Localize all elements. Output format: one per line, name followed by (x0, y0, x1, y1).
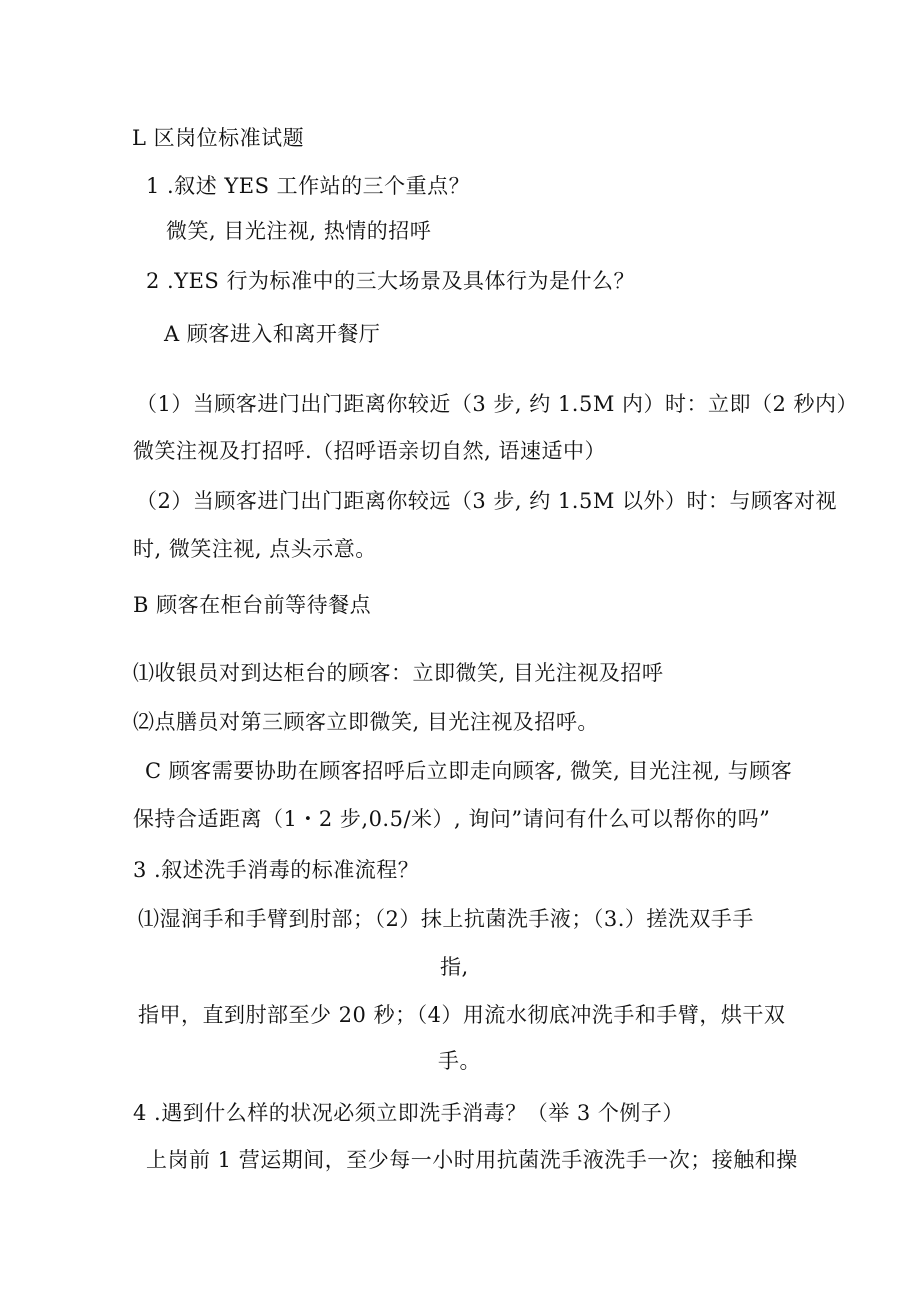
scenario-c-line-1: C 顾客需要协助在顾客招呼后立即走向顾客, 微笑, 目光注视, 与顾客 (145, 759, 793, 783)
scenario-c-line-2: 保持合适距离（1・2 步,0.5/米）, 询问”请问有什么可以帮你的吗” (133, 807, 771, 831)
answer-3-line-3: 指甲，直到肘部至少 20 秒；（4）用流水彻底冲洗手和手臂，烘干双 (138, 1003, 786, 1027)
answer-3-line-1: ⑴湿润手和手臂到肘部；（2）抹上抗菌洗手液；（3.）搓洗双手手 (138, 907, 754, 931)
scenario-a-heading: A 顾客进入和离开餐厅 (164, 322, 381, 346)
scenario-a-item-2-line-1: （2）当顾客进门出门距离你较远（3 步, 约 1.5M 以外）时：与顾客对视 (136, 489, 837, 513)
scenario-b-item-2: ⑵点膳员对第三顾客立即微笑, 目光注视及招呼。 (133, 710, 599, 734)
question-2: 2 .YES 行为标准中的三大场景及具体行为是什么？ (146, 269, 635, 293)
answer-3-line-4: 手。 (438, 1049, 481, 1073)
scenario-b-heading: B 顾客在柜台前等待餐点 (133, 593, 372, 617)
scenario-a-item-1-line-1: （1）当顾客进门出门距离你较近（3 步, 约 1.5M 内）时：立即（2 秒内） (136, 392, 859, 416)
answer-4-line-1: 上岗前 1 营运期间，至少每一小时用抗菌洗手液洗手一次；接触和操 (146, 1148, 798, 1172)
scenario-a-item-1-line-2: 微笑注视及打招呼.（招呼语亲切自然, 语速适中） (133, 439, 607, 463)
scenario-b-item-1: ⑴收银员对到达柜台的顾客：立即微笑, 目光注视及招呼 (133, 661, 664, 685)
answer-1: 微笑, 目光注视, 热情的招呼 (166, 219, 432, 243)
question-1: 1 .叙述 YES 工作站的三个重点？ (146, 174, 471, 198)
question-4: 4 .遇到什么样的状况必须立即洗手消毒？（举 3 个例子） (133, 1101, 684, 1125)
document-title: L 区岗位标准试题 (132, 126, 305, 150)
answer-3-line-2: 指, (440, 955, 469, 979)
question-3: 3 .叙述洗手消毒的标准流程？ (133, 858, 420, 882)
scenario-a-item-2-line-2: 时, 微笑注视, 点头示意。 (133, 537, 377, 561)
